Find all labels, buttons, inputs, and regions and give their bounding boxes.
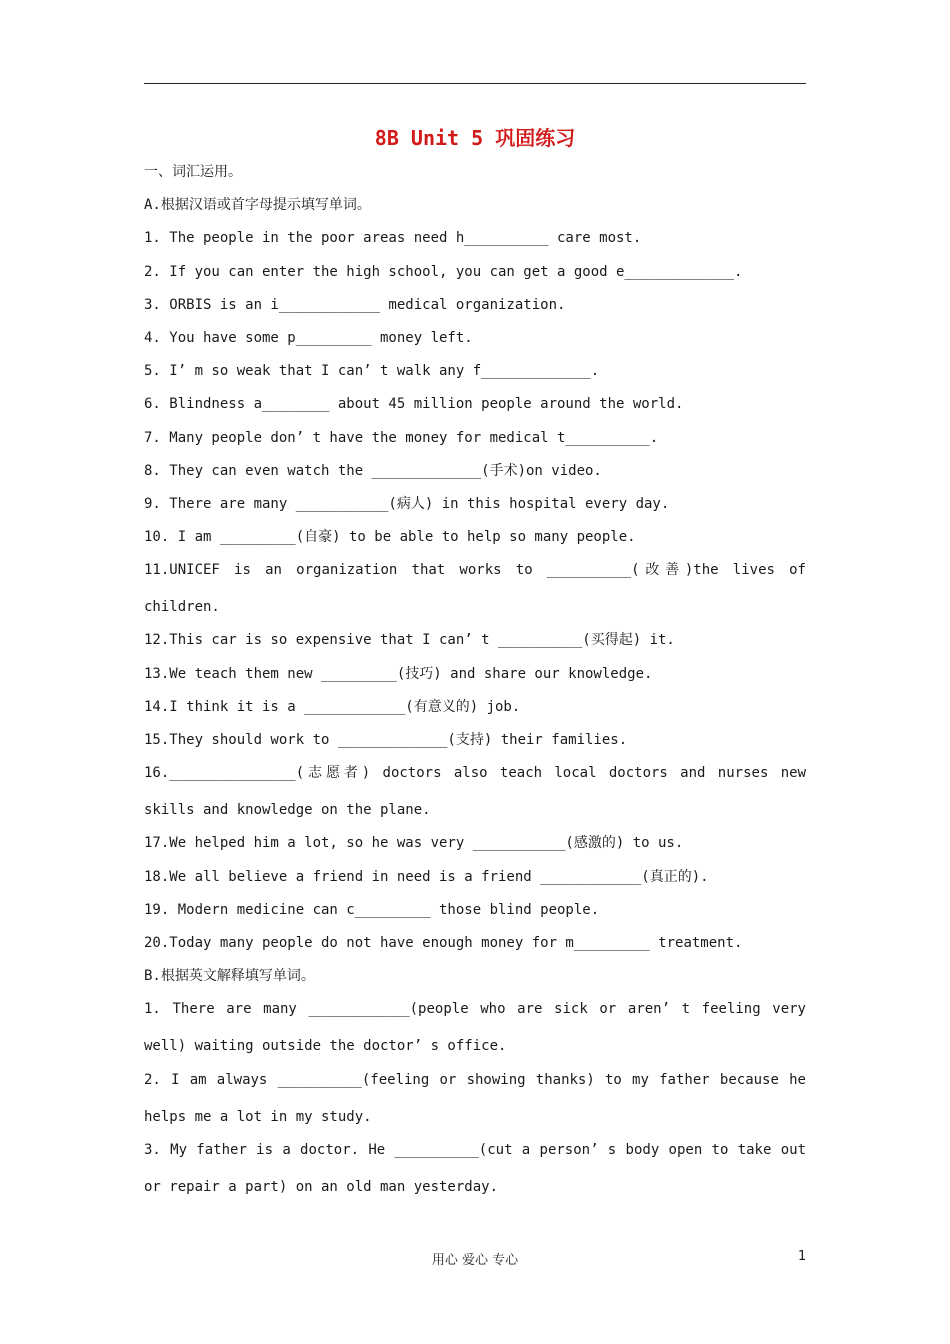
- exercise-item: 3. ORBIS is an i____________ medical organization.: [144, 296, 566, 313]
- part-a-heading: A.根据汉语或首字母提示填写单词。: [144, 197, 371, 214]
- part-a-items-3: [144, 833, 806, 966]
- exercise-item: 13.We teach them new _________(技巧) and share our knowledge.: [144, 665, 653, 682]
- exercise-item-continued: well) waiting outside the doctor’ s office.: [144, 1038, 507, 1055]
- page-number: 1: [798, 1249, 807, 1264]
- exercise-item: 17.We helped him a lot, so he was very ___________(感激的) to us.: [144, 835, 684, 852]
- exercise-item-continued: helps me a lot in my study.: [144, 1108, 372, 1125]
- exercise-content: [144, 162, 806, 1210]
- part-a-items: [144, 228, 806, 560]
- page-footer: 用心 爱心 专心: [431, 1253, 519, 1268]
- part-a-items-2: [144, 630, 806, 763]
- exercise-item: 3. My father is a doctor. He __________(cut a person’ s body open to take out: [144, 1141, 806, 1158]
- exercise-item: 6. Blindness a________ about 45 million people around the world.: [144, 396, 684, 413]
- exercise-item: 7. Many people don’ t have the money for medical t__________.: [144, 429, 659, 446]
- exercise-item: 11.UNICEF is an organization that works to __________(改善)the lives of: [144, 562, 806, 579]
- exercise-item: 15.They should work to _____________(支持) their families.: [144, 732, 628, 748]
- exercise-item-continued: or repair a part) on an old man yesterday.: [144, 1178, 499, 1195]
- exercise-item: 1. The people in the poor areas need h__________ care most.: [144, 230, 642, 247]
- exercise-item: 18.We all believe a friend in need is a friend ____________(真正的).: [144, 868, 709, 885]
- exercise-item: 9. There are many ___________(病人) in this hospital every day.: [144, 495, 670, 512]
- exercise-item: 5. I’ m so weak that I can’ t walk any f_____________.: [144, 363, 600, 380]
- part-b-items: [144, 999, 806, 1210]
- header-rule: [144, 83, 806, 84]
- exercise-item: 2. I am always __________(feeling or showing thanks) to my father because he: [144, 1071, 806, 1088]
- section-heading: 一、词汇运用。: [144, 164, 242, 180]
- exercise-item: 2. If you can enter the high school, you can get a good e_____________.: [144, 263, 743, 280]
- exercise-item: 10. I am _________(自豪) to be able to help so many people.: [144, 529, 636, 546]
- exercise-item: 12.This car is so expensive that I can’ t __________(买得起) it.: [144, 632, 675, 649]
- exercise-item: 4. You have some p_________ money left.: [144, 329, 473, 346]
- exercise-item: 1. There are many ____________(people who are sick or aren’ t feeling very: [144, 1001, 806, 1018]
- exercise-item: 20.Today many people do not have enough money for m_________ treatment.: [144, 934, 743, 951]
- exercise-item: 16._______________(志愿者) doctors also teach local doctors and nurses new: [144, 765, 806, 782]
- page-title: 8B Unit 5 巩固练习: [374, 126, 576, 150]
- exercise-item-continued: children.: [144, 599, 220, 616]
- part-b-heading: B.根据英文解释填写单词。: [144, 968, 315, 985]
- exercise-item: 19. Modern medicine can c_________ those blind people.: [144, 901, 600, 918]
- exercise-item-continued: skills and knowledge on the plane.: [144, 802, 431, 819]
- exercise-item: 14.I think it is a ____________(有意义的) job.: [144, 698, 521, 715]
- exercise-item: 8. They can even watch the _____________(手术)on video.: [144, 462, 602, 479]
